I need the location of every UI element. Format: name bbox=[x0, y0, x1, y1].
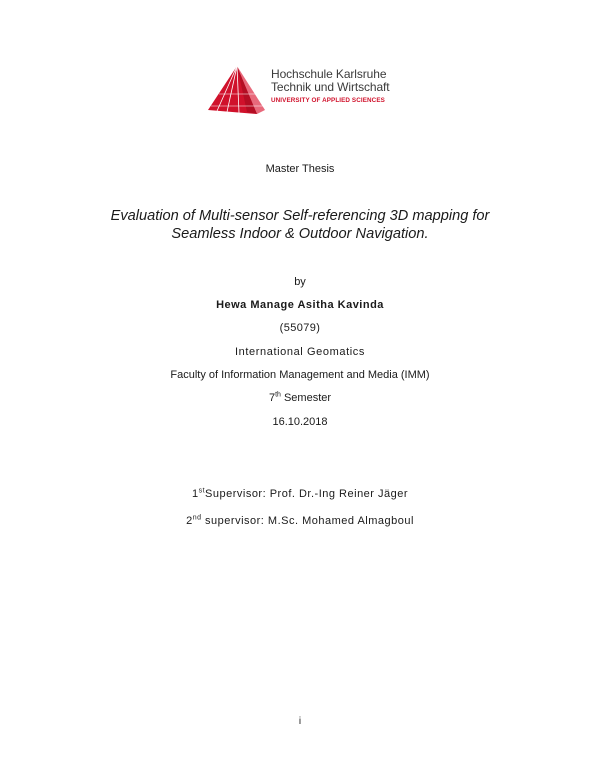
semester bbox=[0, 392, 600, 404]
page-number: i bbox=[298, 716, 302, 727]
semester-number: 7 bbox=[268, 392, 276, 404]
university-name bbox=[271, 68, 411, 105]
first-supervisor-number: 1 bbox=[191, 488, 199, 500]
student-id: (55079) bbox=[279, 322, 321, 334]
university-name-line1: Hochschule Karlsruhe bbox=[271, 67, 387, 81]
thesis-title-line1: Evaluation of Multi-sensor Self-referencing 3D mapping for bbox=[110, 208, 490, 224]
university-emblem-icon bbox=[207, 64, 269, 116]
university-name-line2: Technik und Wirtschaft bbox=[271, 80, 390, 94]
university-logo bbox=[207, 64, 407, 116]
semester-label: Semester bbox=[280, 392, 332, 404]
first-supervisor-text: Supervisor: Prof. Dr.-Ing Reiner Jäger bbox=[205, 488, 409, 500]
document-type: Master Thesis bbox=[265, 163, 335, 175]
first-supervisor bbox=[0, 488, 600, 500]
submission-date: 16.10.2018 bbox=[272, 416, 328, 428]
second-supervisor bbox=[0, 515, 600, 527]
by-label: by bbox=[294, 276, 306, 288]
second-supervisor-text: supervisor: M.Sc. Mohamed Almagboul bbox=[201, 515, 414, 527]
university-subtitle: UNIVERSITY OF APPLIED SCIENCES bbox=[271, 97, 385, 104]
second-supervisor-suffix: nd bbox=[192, 514, 202, 522]
author-name: Hewa Manage Asitha Kavinda bbox=[216, 299, 384, 311]
first-supervisor-suffix: st bbox=[198, 487, 206, 495]
second-supervisor-number: 2 bbox=[186, 515, 193, 527]
thesis-title-line2: Seamless Indoor & Outdoor Navigation. bbox=[171, 226, 429, 242]
program-name: International Geomatics bbox=[235, 346, 365, 358]
faculty-name: Faculty of Information Management and Media (IMM) bbox=[170, 369, 430, 381]
semester-suffix: th bbox=[275, 391, 281, 399]
